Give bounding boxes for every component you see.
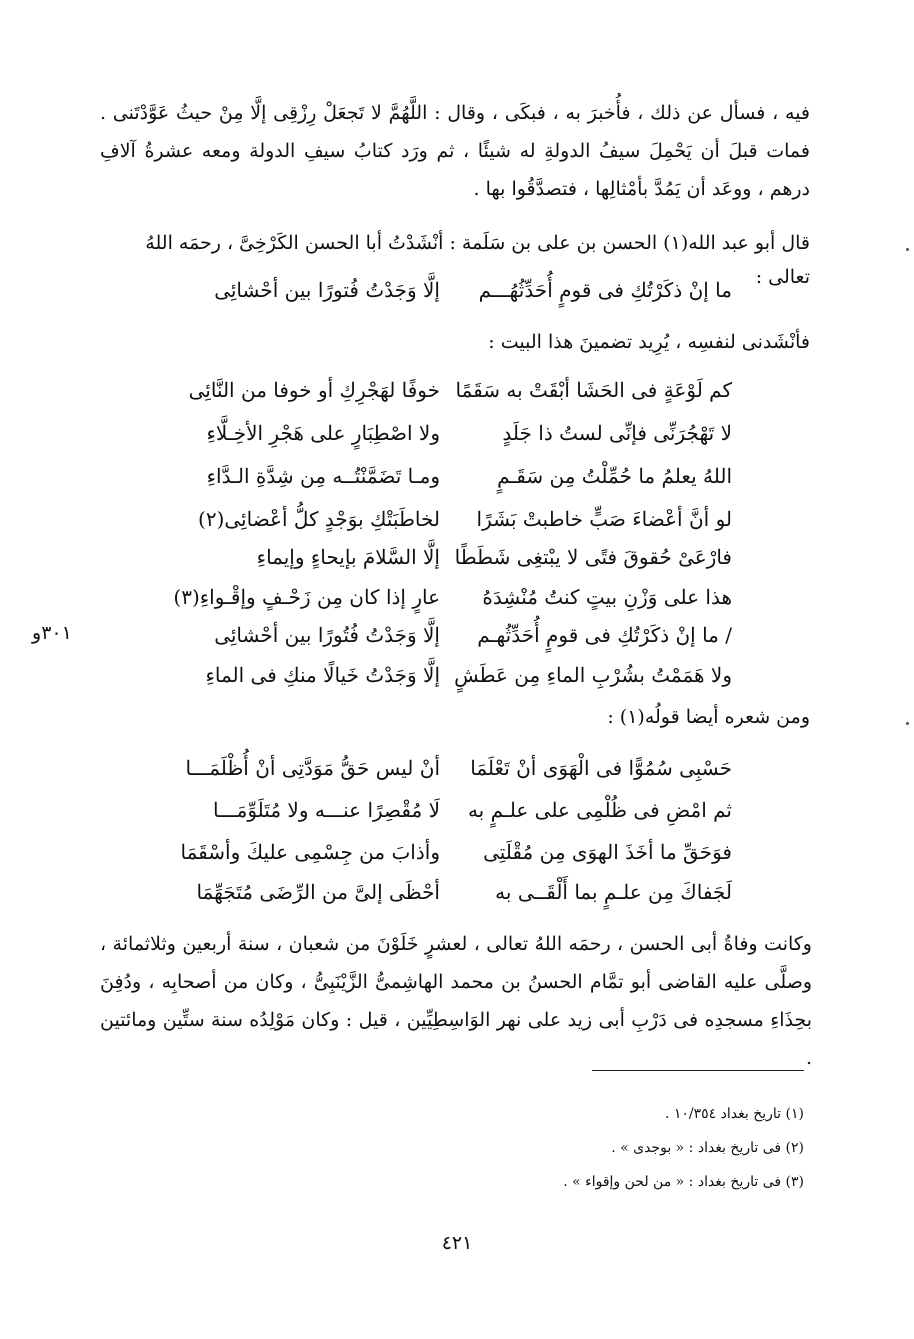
hemistich-first: لا تَهْجُرَنِّى فإنِّى لستُ ذا جَلَدٍ bbox=[502, 421, 732, 445]
verse-line bbox=[0, 615, 914, 655]
hemistich-second: لَا مُقْصِرًا عنـــه ولا مُتَلَوِّمَـــا bbox=[212, 798, 440, 822]
scan-speck bbox=[906, 248, 909, 251]
first-verse bbox=[0, 270, 914, 310]
verse-line bbox=[0, 413, 914, 453]
margin-folio-note: ٣٠١و bbox=[32, 622, 72, 644]
hemistich-first: لو أنَّ أعْضاءَ صَبٍّ خاطبتْ بَشَرًا bbox=[476, 507, 732, 531]
hemistich-second: أحْظَى إلىَّ من الرِّضَى مُتَجَهِّمَا bbox=[196, 880, 440, 904]
hemistich-second: أنْ ليس حَقُّ مَوَدَّتِى أنْ أُظْلَمَـــا bbox=[185, 756, 440, 780]
hemistich-first: كم لَوْعَةٍ فى الحَشَا أبْقَتْ به سَقَمًا bbox=[455, 378, 732, 402]
hemistich-first: هذا على وَزْنِ بيتٍ كنتُ مُنْشِدَهُ bbox=[482, 585, 732, 609]
verse-line bbox=[0, 832, 914, 872]
footnote-divider bbox=[592, 1070, 804, 1071]
verse-line bbox=[0, 499, 914, 539]
intro-line-3: ومن شعره أيضا قولُه(١) : bbox=[607, 706, 810, 728]
hemistich-second: وأذابَ من جِسْمِى عليكَ وأسْقَمَا bbox=[180, 840, 440, 864]
hemistich-second: إلَّا السَّلامَ بإيحاءٍ وإيماءِ bbox=[256, 545, 440, 569]
hemistich-first: فارْعَىْ حُقوقَ فتًى لا يبْتغِى شَطَطًا bbox=[454, 545, 732, 569]
intro-line-2: فأنْشَدنى لنفسِه ، يُرِيد تضمينَ هذا البيت : bbox=[488, 331, 810, 353]
verse-line bbox=[0, 456, 914, 496]
footnote: (١) تاريخ بغداد ١٠/٣٥٤ . bbox=[664, 1106, 804, 1122]
closing-paragraph: وكانت وفاةُ أبى الحسن ، رحمَه اللهُ تعالى ، لعشرٍ خَلَوْنَ من شعبان ، سنة أربعين وثلاثمائة ، وصلَّى عليه القاضى أبو تمَّام الحسنُ بن محمد الهاشِمىُّ الزَّيْنَبِىُّ ، وكان من أصحابِه ، ودُفِنَ بحِذَاءِ مسجدِه فى دَرْبِ أبى زيد على نهر الوَاسِطِيِّين ، قيل : وكان مَوْلِدُه سنة ستِّين ومائتين . bbox=[100, 933, 812, 1069]
verse-line bbox=[0, 790, 914, 830]
footnote: (٢) فى تاريخ بغداد : « بوجدى » . bbox=[611, 1140, 804, 1156]
hemistich-second: إلَّا وَجَدْتُ فُتورًا بين أحْشائِى bbox=[214, 278, 440, 302]
verse-line bbox=[0, 370, 914, 410]
hemistich-second: إلَّا وَجَدْتُ فُتُورًا بين أحْشائِى bbox=[214, 623, 440, 647]
hemistich-second: لخاطَبَتْكِ بوَجْدٍ كلُّ أعْضائِى(٢) bbox=[198, 507, 440, 531]
verse-line bbox=[0, 748, 914, 788]
hemistich-first: ولا هَمَمْتُ بشُرْبِ الماءِ مِن عَطَشٍ bbox=[454, 663, 732, 687]
hemistich-second: ومـا تَضَمَّنْتُــه مِن شِدَّةِ الـدَّاءِ bbox=[206, 464, 440, 488]
hemistich-first: لَجَفاكَ مِن علـمٍ بما أَلْقَــى به bbox=[495, 880, 732, 904]
page-number: ٤٢١ bbox=[441, 1232, 473, 1254]
verse-line bbox=[0, 537, 914, 577]
hemistich-second: خوفًا لهَجْرِكِ أو خوفا من النَّائِى bbox=[188, 378, 440, 402]
hemistich-second: إلَّا وَجَدْتُ خَيالًا منكِ فى الماءِ bbox=[205, 663, 440, 687]
hemistich-first: / ما إنْ ذكَرْتُكِ فى قومٍ أُحَدِّثُهـم bbox=[477, 623, 732, 647]
intro-line: قال أبو عبد الله(١) الحسن بن على بن سَلَمة : أنْشَدْتُ أبا الحسن الكَرْخِىَّ ، رحمَه اللهُ تعالى : bbox=[145, 232, 810, 288]
verse-line bbox=[0, 577, 914, 617]
hemistich-first: اللهُ يعلمُ ما حُمِّلْتُ مِن سَقَـمٍ bbox=[497, 464, 732, 488]
opening-paragraph: فيه ، فسأل عن ذلك ، فأُخبرَ به ، فبكَى ، وقال : اللَّهُمَّ لا تَجعَلْ رِزْقِى إلَّا مِنْ حيثُ عَوَّدْتَنى . فمات قبلَ أن يَحْمِلَ سيفُ الدولةِ له شيئًا ، ثم ورَد كتابُ سيفِ الدولة ومعه عشرةُ آلافِ درهم ، ووعَد أن يَمُدَّ بأمْثالِها ، فتصدَّقُوا بها . bbox=[100, 102, 810, 200]
hemistich-second: ولا اصْطِبَارٍ على هَجْرِ الأخِـلَّاءِ bbox=[206, 421, 440, 445]
hemistich-first: ثم امْضِ فى ظُلْمِى على علـمٍ به bbox=[467, 798, 732, 822]
hemistich-second: عارٍ إذا كان مِن زَحْـفٍ وإقْـواءِ(٣) bbox=[173, 585, 440, 609]
verse-line bbox=[0, 655, 914, 695]
verse-line bbox=[0, 872, 914, 912]
scan-speck bbox=[906, 722, 909, 725]
hemistich-first: فوَحَقِّ ما أخَذَ الهوَى مِن مُقْلَتِى bbox=[483, 840, 732, 864]
hemistich-first: حَسْبِى سُمُوًّا فى الْهَوَى أنْ تَعْلَمَا bbox=[470, 756, 732, 780]
hemistich-first: ما إنْ ذكَرْتُكِ فى قومٍ أُحَدِّثُهُـــم bbox=[478, 278, 732, 302]
footnote: (٣) فى تاريخ بغداد : « من لحن وإقواء » . bbox=[563, 1174, 804, 1190]
